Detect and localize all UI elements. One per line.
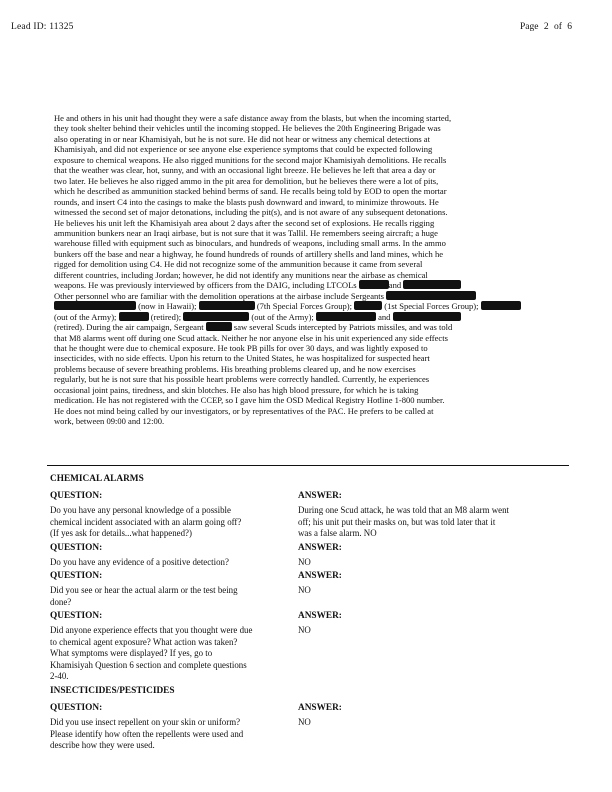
narrative-line: that M8 alarms went off during one Scud attack. Neither he nor anyone else in his unit experienced any side effects <box>54 332 448 343</box>
narrative-text: (7th Special Forces Group); <box>256 301 352 312</box>
question-label: QUESTION: <box>50 491 103 501</box>
narrative-line: bunkers off the base and near a highway, he found hundreds of rounds of artillery shells and land mines, which he <box>54 248 444 259</box>
answer-text <box>298 585 570 597</box>
narrative-line: also operating in or near Khamisiyah, but he is not sure. He did not hear or witness any chemical detections at <box>54 133 430 144</box>
answer-text <box>298 557 570 569</box>
redaction-box <box>359 280 389 289</box>
narrative-text: (out of the Army); <box>251 311 314 322</box>
narrative-line: rigged for demolition using C4. He did not recognize some of the ammunition because it came from several <box>54 259 423 270</box>
narrative-line: they took shelter behind their vehicles until the incoming stopped. He believes the 20th Engineering Brigade was <box>54 123 441 134</box>
answer-line: NO <box>298 585 311 595</box>
question-line: Did anyone experience effects that you thought were due <box>50 625 253 635</box>
narrative-line: Khamisiyah, and did not experience or see anyone else experience symptoms that could be expected following <box>54 144 433 155</box>
narrative-line: exposure to chemical weapons. He also rigged munitions for the second major Khamisiyah demolitions. He recalls <box>54 154 447 165</box>
narrative-text: Other personnel who are familiar with the demolition operations at the airbase include Sergeants <box>54 290 384 301</box>
question-line: Do you have any evidence of a positive detection? <box>50 557 229 567</box>
narrative-text: saw several Scuds intercepted by Patriots missiles, and was told <box>233 322 453 333</box>
page-number: Page 2 of 6 <box>520 22 573 32</box>
narrative-line: witnessed the second set of major detonations, including the pit(s), and is not aware of any subsequent detonations. <box>54 207 448 218</box>
narrative-text: (1st Special Forces Group); <box>384 301 479 312</box>
answer-label: ANSWER: <box>298 703 342 713</box>
answer-text <box>298 717 570 729</box>
redaction-box <box>119 312 149 321</box>
narrative-line <box>54 291 569 301</box>
narrative-line: different countries, including Jordan; however, he did not identify any munitions near the airbase as chemical <box>54 269 428 280</box>
narrative-paragraph <box>54 113 569 427</box>
question-text <box>50 717 282 752</box>
narrative-line: regularly, but he is not sure that his possible heart problems were correctly handled. Currently, he experiences <box>54 374 430 385</box>
section-divider <box>47 465 569 466</box>
answer-label: ANSWER: <box>298 543 342 553</box>
question-text <box>50 505 282 540</box>
narrative-line <box>54 280 569 290</box>
question-line: describe how they were used. <box>50 740 155 751</box>
question-line: (If yes ask for details...what happened?) <box>50 528 192 539</box>
answer-text <box>298 625 570 637</box>
redaction-box <box>183 312 249 321</box>
answer-label: ANSWER: <box>298 611 342 621</box>
answer-line: was a false alarm. NO <box>298 528 377 539</box>
narrative-line <box>54 322 569 332</box>
narrative-line: occasional joint pains, tiredness, and skin blotches. He also has high blood pressure, for which he is taking <box>54 384 419 395</box>
question-label: QUESTION: <box>50 611 103 621</box>
answer-label: ANSWER: <box>298 491 342 501</box>
question-line: Did you use insect repellent on your skin or uniform? <box>50 717 241 727</box>
answer-text <box>298 505 570 540</box>
lead-id: Lead ID: 11325 <box>11 22 74 32</box>
narrative-text: (retired). During the air campaign, Sergeant <box>54 322 204 333</box>
narrative-line: rounds, and insert C4 into the casings to make the blasts push downward and inward, to minimize throwouts. He <box>54 196 439 207</box>
question-line: Did you see or hear the actual alarm or the test being <box>50 585 238 595</box>
question-label: QUESTION: <box>50 703 103 713</box>
redaction-box <box>54 301 136 310</box>
section-title-insecticides: INSECTICIDES/PESTICIDES <box>50 686 175 696</box>
question-label: QUESTION: <box>50 571 103 581</box>
answer-line: NO <box>298 717 311 727</box>
question-line: Do you have any personal knowledge of a possible <box>50 505 231 515</box>
narrative-text: (retired); <box>150 311 182 322</box>
redaction-box <box>481 301 521 310</box>
answer-line: NO <box>298 625 311 635</box>
redaction-box <box>316 312 376 321</box>
redaction-box <box>206 322 232 331</box>
narrative-line: which he described as ammunition stacked behind berms of sand. He recalls being told by EOD to open the mortar <box>54 186 447 197</box>
narrative-line <box>54 312 569 322</box>
narrative-line: insecticides, with no side effects. Upon his return to the United States, he was hospitalized for suspected heart <box>54 353 430 364</box>
narrative-text: and <box>388 280 402 291</box>
section-title-chemical-alarms: CHEMICAL ALARMS <box>50 474 144 484</box>
narrative-text: weapons. He was previously interviewed by officers from the DAIG, including LTCOLs <box>54 280 357 291</box>
question-line: 2-40. <box>50 671 69 682</box>
narrative-text: (now in Hawaii); <box>138 301 197 312</box>
redaction-box <box>393 312 461 321</box>
narrative-line: work, between 09:00 and 12:00. <box>54 416 165 427</box>
narrative-line: warehouse filled with equipment such as binoculars, and hundreds of weapons, including small arms. In the ammo <box>54 238 446 249</box>
answer-line: off; his unit put their masks on, but was told later that it <box>298 516 496 527</box>
redaction-box <box>354 301 382 310</box>
question-line: Khamisiyah Question 6 section and complete questions <box>50 659 247 670</box>
question-line: Please identify how often the repellents were used and <box>50 728 244 739</box>
question-label: QUESTION: <box>50 543 103 553</box>
question-line: What symptoms were displayed? If yes, go to <box>50 648 213 659</box>
answer-line: NO <box>298 557 311 567</box>
question-line: done? <box>50 596 72 607</box>
question-line: to chemical agent exposure? What action was taken? <box>50 636 238 647</box>
redaction-box <box>403 280 461 289</box>
question-text <box>50 625 282 683</box>
answer-label: ANSWER: <box>298 571 342 581</box>
narrative-line: that the weather was clear, hot, sunny, and with an occasional light breeze. He believes he left that area a day or <box>54 165 436 176</box>
redaction-box <box>199 301 255 310</box>
question-line: chemical incident associated with an alarm going off? <box>50 516 242 527</box>
narrative-line: He does not mind being called by our investigators, or by representatives of the PAC. He prefers to be called at <box>54 405 434 416</box>
answer-line: During one Scud attack, he was told that an M8 alarm went <box>298 505 509 515</box>
narrative-line: He and others in his unit had thought they were a safe distance away from the blasts, but when the incoming started, <box>54 113 452 123</box>
narrative-line: problems because of severe breathing problems. His breathing problems cleared up, and he now exercises <box>54 363 416 374</box>
question-text <box>50 557 282 569</box>
redaction-box <box>386 291 476 300</box>
narrative-line: two later. He believes he also rigged ammo in the pit area for demolition, but he believes there were a lot of pits, <box>54 175 439 186</box>
narrative-text: and <box>378 311 391 322</box>
narrative-text: (out of the Army); <box>54 311 117 322</box>
narrative-line: He believes his unit left the Khamisiyah area about 2 days after the second set of explosions. He recalls rigging <box>54 217 435 228</box>
narrative-line <box>54 301 569 311</box>
narrative-line: medication. He has not registered with the CCEP, so I gave him the OSD Medical Registry Hotline 1-800 number. <box>54 395 445 406</box>
question-text <box>50 585 282 608</box>
narrative-line: ammunition bunkers near an Iraqi airbase, but is not sure that it was Tallil. He remembers seeing aircraft; a huge <box>54 227 438 238</box>
narrative-line: that he thought were due to chemical exposure. He took PB pills for over 30 days, and was lightly exposed to <box>54 342 428 353</box>
